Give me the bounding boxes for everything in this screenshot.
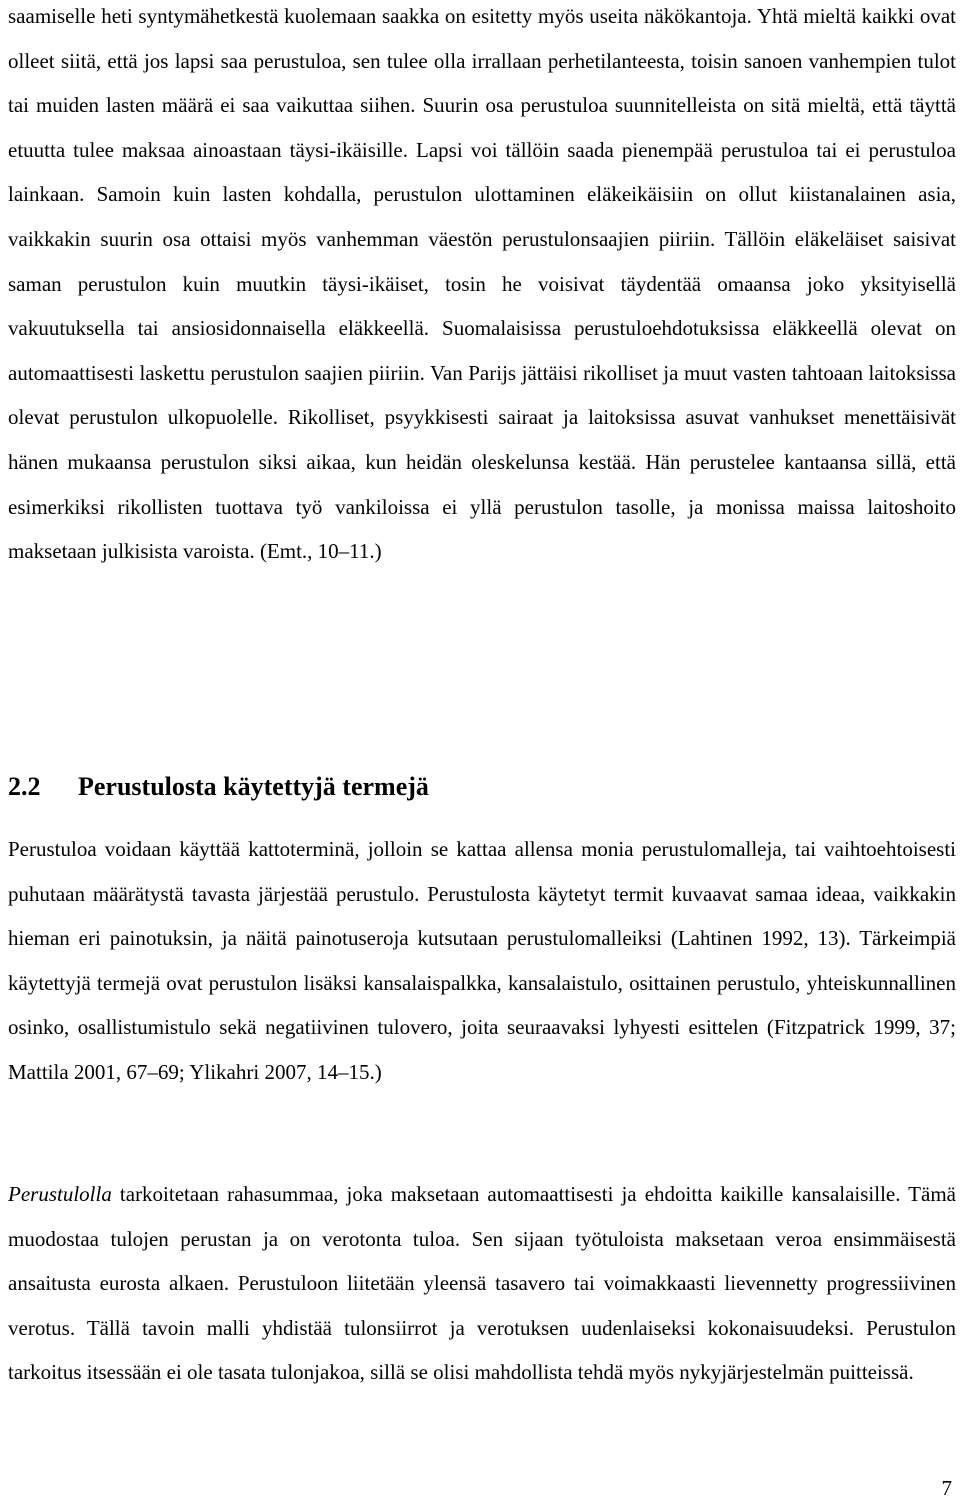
section-title: Perustulosta käytettyjä termejä [78, 772, 429, 801]
paragraph-3-text: tarkoitetaan rahasummaa, joka maksetaan automaattisesti ja ehdoitta kaikille kansalaisille. Tämä muodostaa tulojen perustan ja on verotonta tuloa. Sen sijaan työtuloista maksetaan veroa ensimmäisestä ansaitusta eurosta alkaen. Perustuloon liitetään yleensä tasavero tai voimakkaasti lievennetty progressiivinen verotus. Tällä tavoin malli yhdistää tulonsiirrot ja verotuksen uudenlaiseksi kokonaisuudeksi. Perustulon tarkoitus itsessään ei ole tasata tulonjakoa, sillä se olisi mahdollista tehdä myös nykyjärjestelmän puitteissä. [8, 1182, 956, 1385]
term-perustulolla: Perustulolla [8, 1182, 112, 1206]
section-number: 2.2 [8, 772, 41, 801]
page-number: 7 [941, 1476, 952, 1500]
document-page [8, 0, 956, 1385]
paragraph-1: saamiselle heti syntymähetkestä kuolemaan saakka on esitetty myös useita näkökantoja. Yhtä mieltä kaikki ovat olleet siitä, että jos lapsi saa perustuloa, sen tulee olla irrallaan perhetilanteesta, toisin sanoen vanhempien tulot tai muiden lasten määrä ei saa vaikuttaa siihen. Suurin osa perustuloa suunnitelleista on sitä mieltä, että täyttä etuutta tulee maksaa ainoastaan täysi-ikäisille. Lapsi voi tällöin saada pienempää perustuloa tai ei perustuloa lainkaan. Samoin kuin lasten kohdalla, perustulon ulottaminen eläkeikäisiin on ollut kiistanalainen asia, vaikkakin suurin osa ottaisi myös vanhemman väestön perustulonsaajien piiriin. Tällöin eläkeläiset saisivat saman perustulon kuin muutkin täysi-ikäiset, tosin he voisivat täydentää omaansa joko yksityisellä vakuutuksella tai ansiosidonnaisella eläkkeellä. Suomalaisissa perustuloehdotuksissa eläkkeellä olevat on automaattisesti laskettu perustulon saajien piiriin. Van Parijs jättäisi rikolliset ja muut vasten tahtoaan laitoksissa olevat perustulon ulkopuolelle. Rikolliset, psyykkisesti sairaat ja laitoksissa asuvat vanhukset menettäisivät hänen mukaansa perustulon siksi aikaa, kun heidän oleskelunsa kestää. Hän perustelee kantaansa sillä, että esimerkiksi rikollisten tuottava työ vankiloissa ei yllä perustulon tasolle, ja monissa maissa laitoshoito maksetaan julkisista varoista. (Emt., 10–11.) [8, 4, 956, 564]
paragraph-3 [8, 1172, 956, 1395]
section-heading [8, 772, 429, 802]
paragraph-2: Perustuloa voidaan käyttää kattoterminä, jolloin se kattaa allensa monia perustulomalleja, tai vaihtoehtoisesti puhutaan määrätystä tavasta järjestää perustulo. Perustulosta käytetyt termit kuvaavat samaa ideaa, vaikkakin hieman eri painotuksin, ja näitä painotuseroja kutsutaan perustulomalleiksi (Lahtinen 1992, 13). Tärkeimpiä käytettyjä termejä ovat perustulon lisäksi kansalaispalkka, kansalaistulo, osittainen perustulo, yhteiskunnallinen osinko, osallistumistulo sekä negatiivinen tulovero, joita seuraavaksi lyhyesti esittelen (Fitzpatrick 1999, 37; Mattila 2001, 67–69; Ylikahri 2007, 14–15.) [8, 837, 956, 1084]
